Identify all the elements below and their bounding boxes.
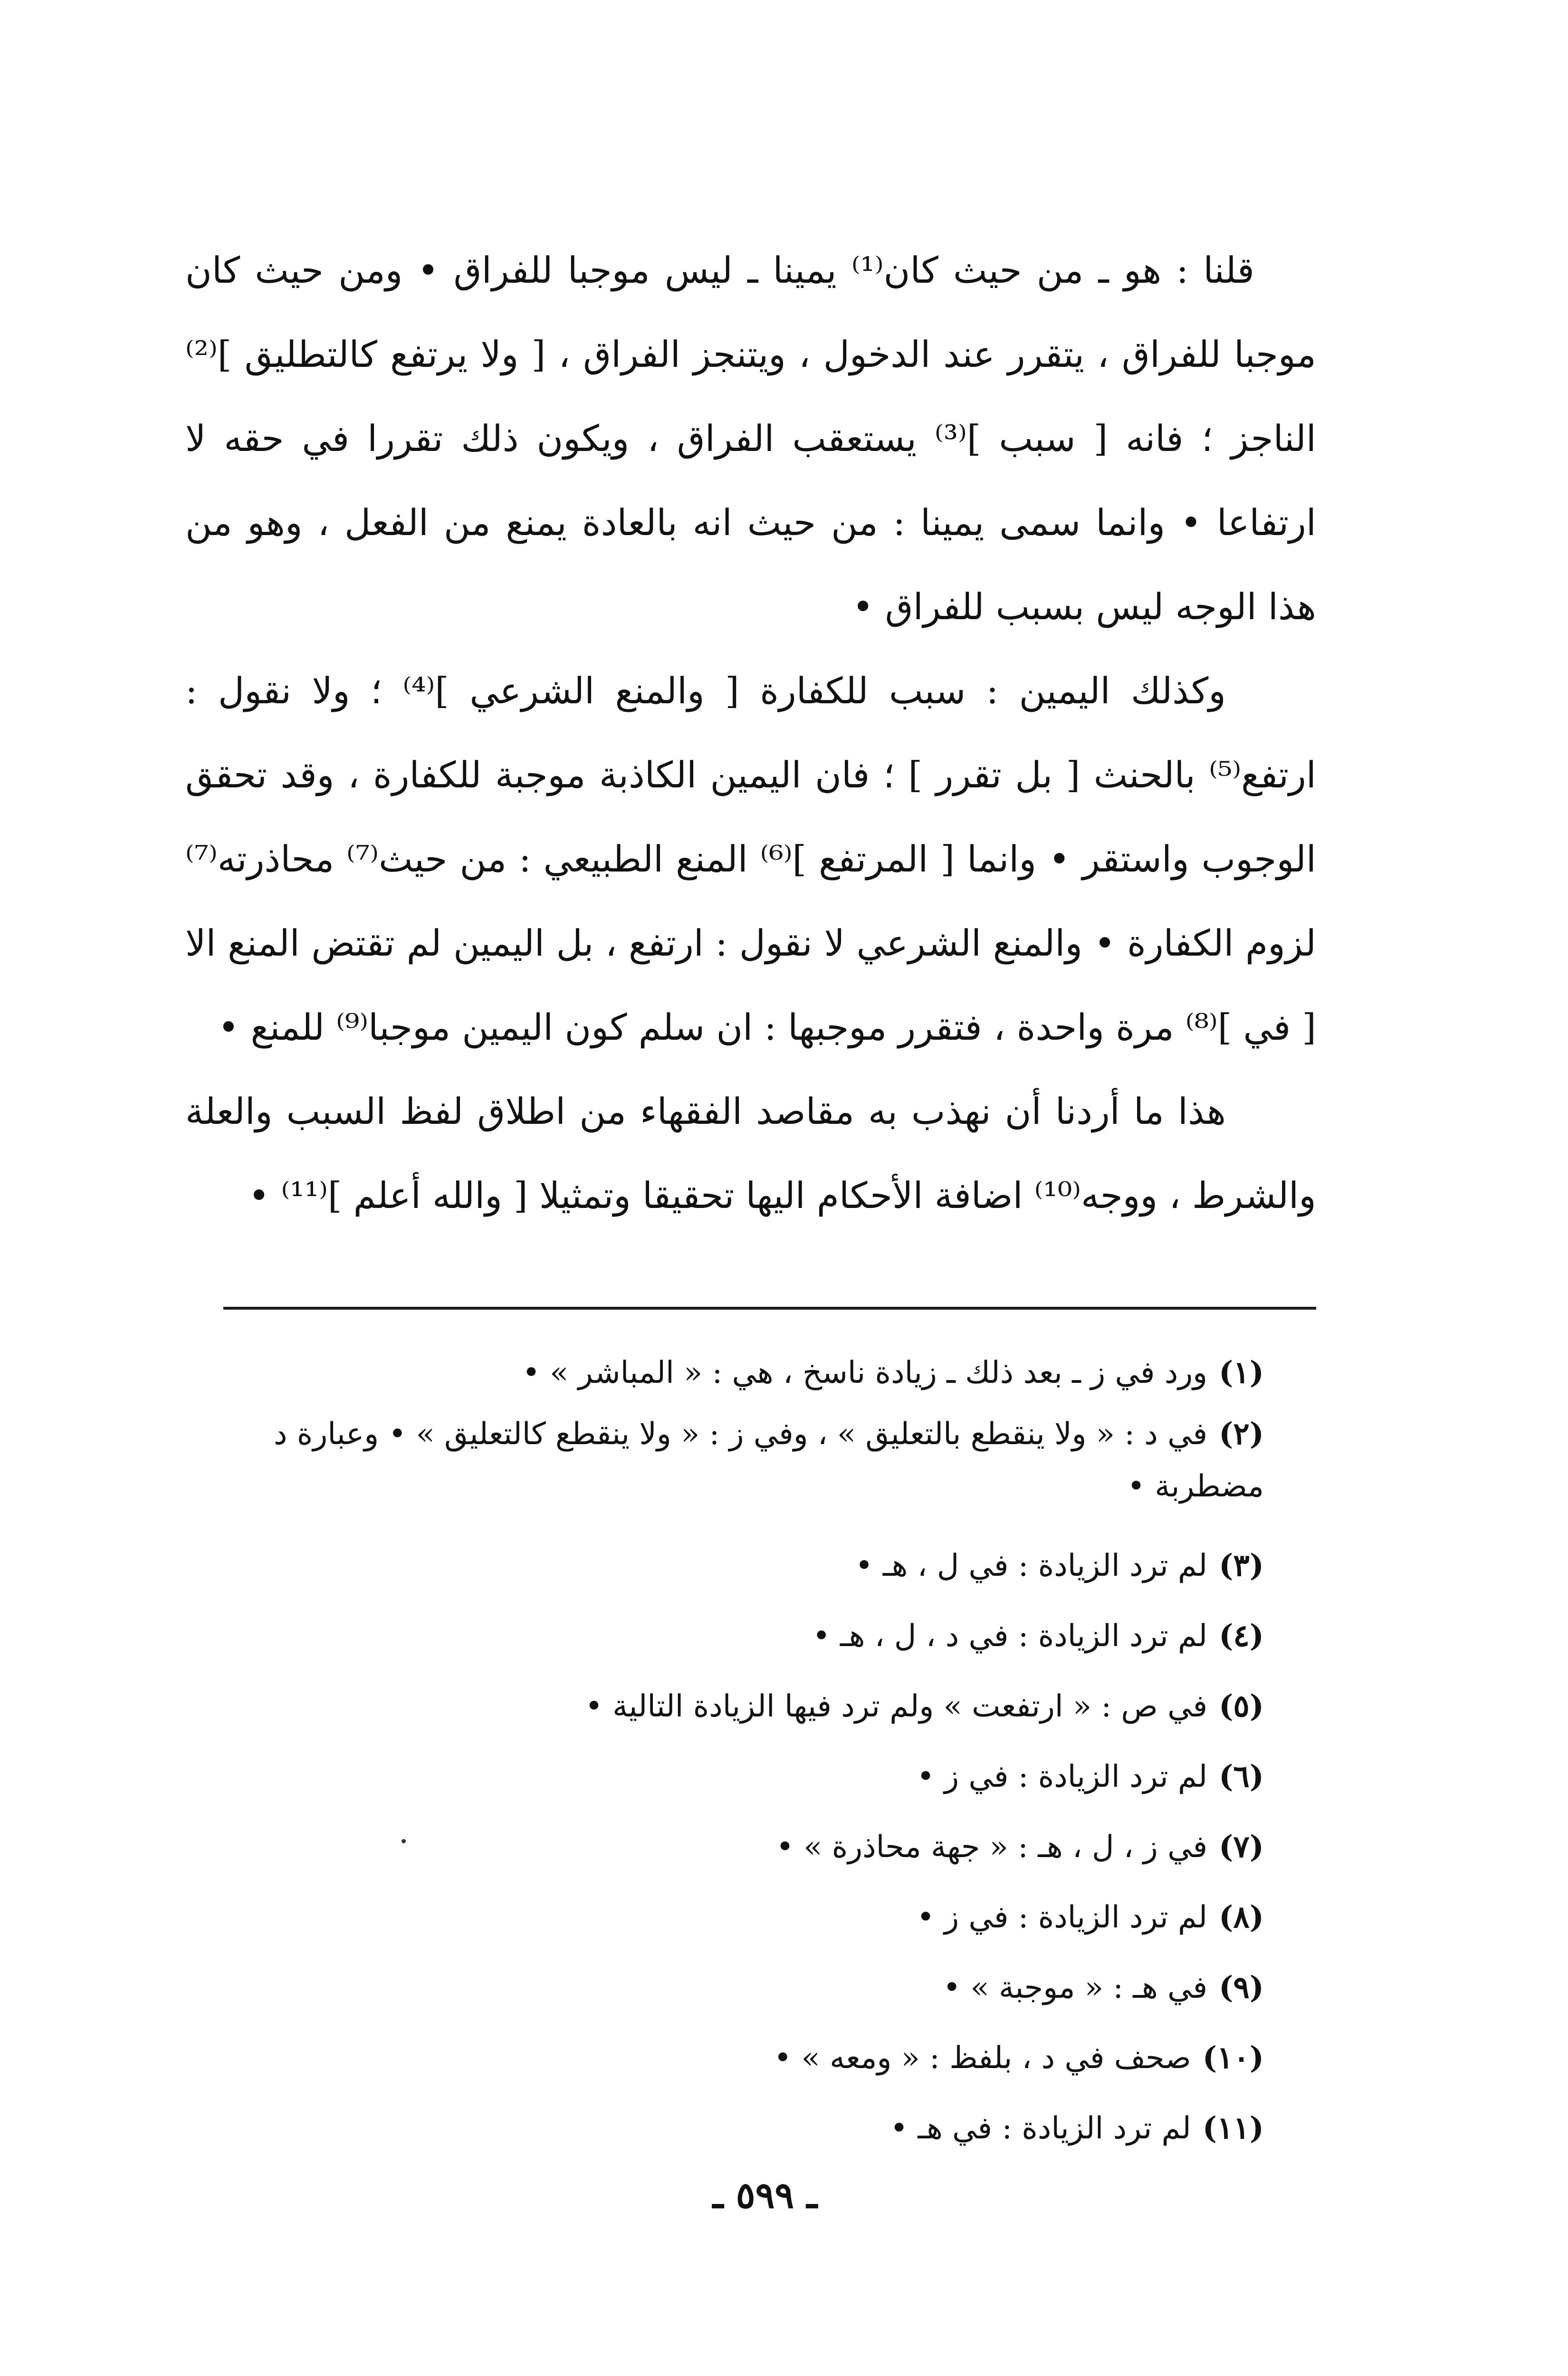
footnote-9 bbox=[204, 1953, 1264, 2023]
footnote-text: لم ترد الزيادة : في ز • bbox=[917, 1759, 1208, 1794]
footnote-text: لم ترد الزيادة : في هـ • bbox=[890, 2111, 1191, 2146]
footnote-number: (٥) bbox=[1219, 1688, 1264, 1724]
footnote-number: (٣) bbox=[1219, 1548, 1264, 1583]
footnote-text: لم ترد الزيادة : في ز • bbox=[917, 1900, 1208, 1935]
footnote-1 bbox=[204, 1338, 1264, 1408]
footnote-number: (٩) bbox=[1219, 1970, 1264, 2005]
footnote-text: في ز ، ل ، هـ : « جهة محاذرة » • bbox=[776, 1830, 1208, 1865]
footnote-number: (٨) bbox=[1219, 1899, 1264, 1935]
footnote-5 bbox=[204, 1671, 1264, 1742]
footnote-4 bbox=[204, 1601, 1264, 1671]
footnote-2 bbox=[204, 1408, 1264, 1513]
footnote-number: (٢) bbox=[1219, 1416, 1264, 1452]
footnote-10 bbox=[204, 2023, 1264, 2093]
footnote-number: (٧) bbox=[1219, 1829, 1264, 1865]
footnote-number: (١٠) bbox=[1202, 2040, 1264, 2076]
footnote-separator bbox=[223, 1307, 1316, 1310]
footnote-number: (١١) bbox=[1202, 2110, 1264, 2146]
footnote-7 bbox=[204, 1812, 1264, 1882]
footnote-text: لم ترد الزيادة : في د ، ل ، هـ • bbox=[812, 1619, 1208, 1654]
page-number: ـ ٥٩٩ ـ bbox=[713, 2174, 817, 2216]
paragraph-2: وكذلك اليمين : سبب للكفارة [ والمنع الشرعي ]⁽⁴⁾ ؛ ولا نقول : ارتفع⁽⁵⁾ بالحنث [ بل تقرر ] ؛ فان اليمين الكاذبة موجبة للكفارة ، وقد تحقق الوجوب واستقر • وانما [ المرتفع ]⁽⁶⁾ المنع الطبيعي : من حيث⁽⁷⁾ محاذرته⁽⁷⁾ لزوم الكفارة • والمنع الشرعي لا نقول : ارتفع ، بل اليمين لم تقتض المنع الا [ في ]⁽⁸⁾ مرة واحدة ، فتقرر موجبها : ان سلم كون اليمين موجبا⁽⁹⁾ للمنع • bbox=[185, 670, 1317, 1048]
footnote-text: صحف في د ، بلفظ : « ومعه » • bbox=[774, 2041, 1191, 2076]
paragraph-1: قلنا : هو ـ من حيث كان⁽¹⁾ يمينا ـ ليس موجبا للفراق • ومن حيث كان موجبا للفراق ، يتقرر عند الدخول ، ويتنجز الفراق ، [ ولا يرتفع كالتطليق ]⁽²⁾ الناجز ؛ فانه [ سبب ]⁽³⁾ يستعقب الفراق ، ويكون ذلك تقررا في حقه لا ارتفاعا • وانما سمى يمينا : من حيث انه بالعادة يمنع من الفعل ، وهو من هذا الوجه ليس بسبب للفراق • bbox=[185, 249, 1316, 628]
footnote-6 bbox=[204, 1742, 1264, 1812]
footnote-text: في د : « ولا ينقطع بالتعليق » ، وفي ز : « ولا ينقطع كالتعليق » • وعبارة د مضطربة • bbox=[274, 1417, 1264, 1504]
footnote-text: في هـ : « موجبة » • bbox=[943, 1970, 1208, 2005]
footnote-number: (٦) bbox=[1219, 1759, 1264, 1794]
footnote-11 bbox=[204, 2093, 1264, 2164]
paragraph-3: هذا ما أردنا أن نهذب به مقاصد الفقهاء من اطلاق لفظ السبب والعلة والشرط ، ووجه⁽¹⁰⁾ اضافة الأحكام اليها تحقيقا وتمثيلا [ والله أعلم ]⁽¹¹⁾ • bbox=[185, 1090, 1316, 1217]
footnote-text: في ص : « ارتفعت » ولم ترد فيها الزيادة التالية • bbox=[585, 1689, 1208, 1724]
footnote-number: (٤) bbox=[1219, 1618, 1264, 1654]
scan-speck bbox=[402, 1839, 406, 1843]
footnote-3 bbox=[204, 1531, 1264, 1601]
footnote-text: لم ترد الزيادة : في ل ، هـ • bbox=[855, 1548, 1208, 1583]
main-text bbox=[185, 228, 1316, 1237]
footnote-text: ورد في ز ـ بعد ذلك ـ زيادة ناسخ ، هي : « المباشر » • bbox=[522, 1355, 1208, 1390]
footnote-8 bbox=[204, 1882, 1264, 1953]
footnotes bbox=[204, 1338, 1264, 2164]
footnote-number: (١) bbox=[1219, 1355, 1264, 1390]
